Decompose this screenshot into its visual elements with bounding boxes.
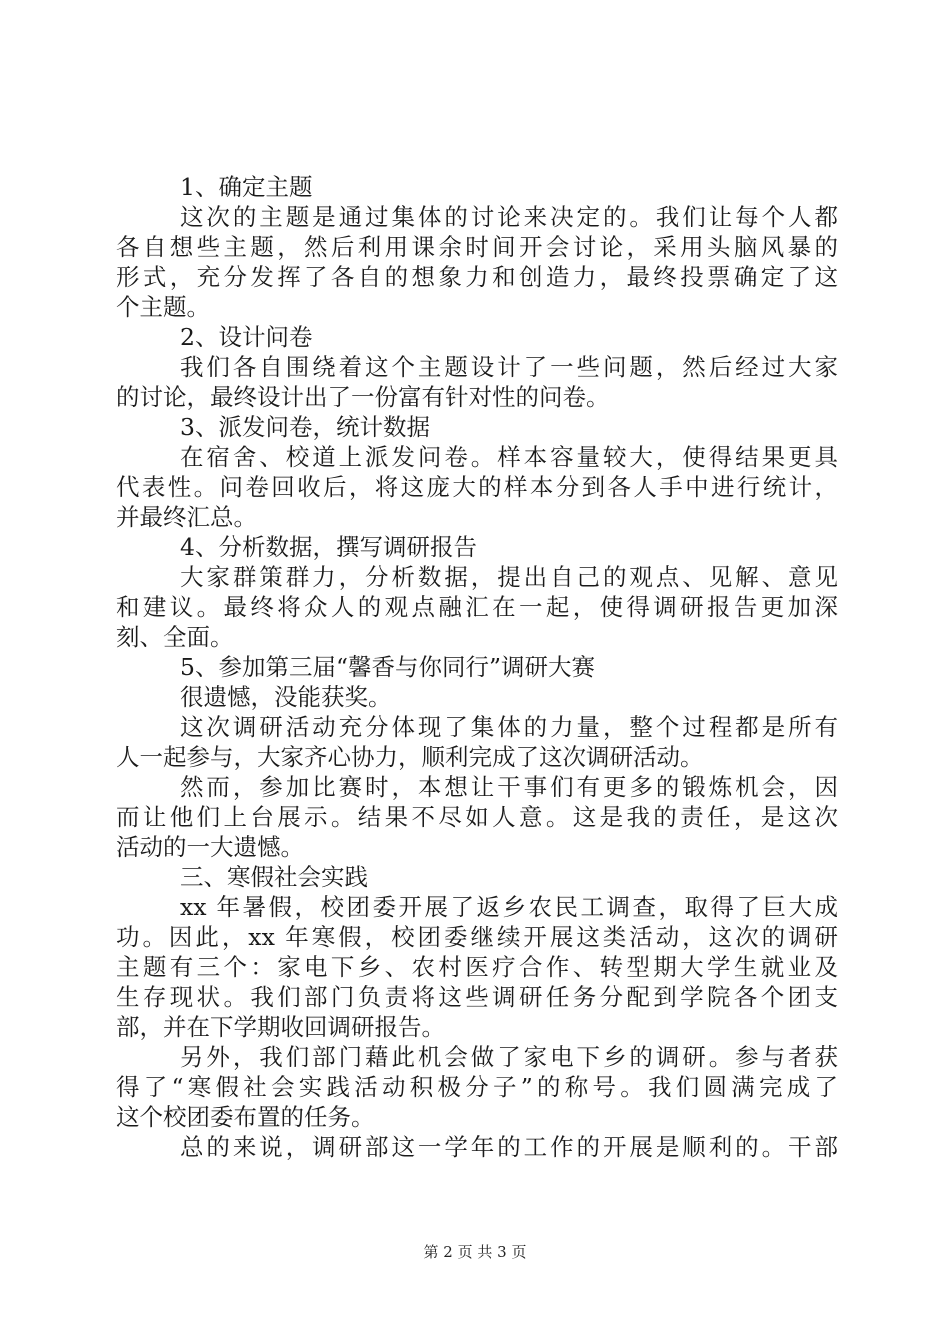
document-body [116, 172, 838, 1162]
text-line: 人一起参与，大家齐心协力，顺利完成了这次调研活动。 [116, 743, 704, 771]
text-line: 形式，充分发挥了各自的想象力和创造力，最终投票确定了这 [116, 263, 838, 291]
text-line: 刻、全面。 [116, 623, 234, 651]
text-line: 和建议。最终将众人的观点融汇在一起，使得调研报告更加深 [116, 593, 838, 621]
text-line: 1、确定主题 [180, 173, 313, 201]
text-line: 功。因此，xx 年寒假，校团委继续开展这类活动，这次的调研 [116, 923, 838, 951]
text-line: 然而，参加比赛时，本想让干事们有更多的锻炼机会，因 [180, 773, 838, 801]
text-line: 2、设计问卷 [180, 323, 313, 351]
page-footer: 第 2 页 共 3 页 [423, 1243, 527, 1261]
text-line: 这个校团委布置的任务。 [116, 1103, 375, 1131]
text-line: 3、派发问卷，统计数据 [180, 413, 430, 441]
text-line: 这次的主题是通过集体的讨论来决定的。我们让每个人都 [180, 203, 838, 231]
text-line: 生存现状。我们部门负责将这些调研任务分配到学院各个团支 [116, 983, 838, 1011]
text-line: 很遗憾，没能获奖。 [180, 683, 392, 711]
text-line: 各自想些主题，然后利用课余时间开会讨论，采用头脑风暴的 [116, 233, 838, 261]
text-line: 三、寒假社会实践 [180, 863, 368, 891]
text-line: 大家群策群力，分析数据，提出自己的观点、见解、意见 [180, 563, 838, 591]
text-line: 得了“寒假社会实践活动积极分子”的称号。我们圆满完成了 [116, 1073, 838, 1101]
text-line: 的讨论，最终设计出了一份富有针对性的问卷。 [116, 383, 610, 411]
text-line: 代表性。问卷回收后，将这庞大的样本分到各人手中进行统计， [116, 473, 838, 501]
text-line: 在宿舍、校道上派发问卷。样本容量较大，使得结果更具 [180, 443, 838, 471]
text-line: 我们各自围绕着这个主题设计了一些问题，然后经过大家 [180, 353, 838, 381]
text-line: 总的来说，调研部这一学年的工作的开展是顺利的。干部 [180, 1133, 838, 1161]
text-line: 部，并在下学期收回调研报告。 [116, 1013, 445, 1041]
text-line: 这次调研活动充分体现了集体的力量，整个过程都是所有 [180, 713, 838, 741]
text-line: 5、参加第三届“馨香与你同行”调研大赛 [180, 653, 595, 681]
text-line: 主题有三个：家电下乡、农村医疗合作、转型期大学生就业及 [116, 953, 838, 981]
text-line: 另外，我们部门藉此机会做了家电下乡的调研。参与者获 [180, 1043, 838, 1071]
text-line: 活动的一大遗憾。 [116, 833, 304, 861]
text-line: 4、分析数据，撰写调研报告 [180, 533, 477, 561]
text-line: 而让他们上台展示。结果不尽如人意。这是我的责任，是这次 [116, 803, 838, 831]
text-line: xx 年暑假，校团委开展了返乡农民工调查，取得了巨大成 [180, 893, 838, 921]
text-line: 个主题。 [116, 293, 210, 321]
text-line: 并最终汇总。 [116, 503, 257, 531]
